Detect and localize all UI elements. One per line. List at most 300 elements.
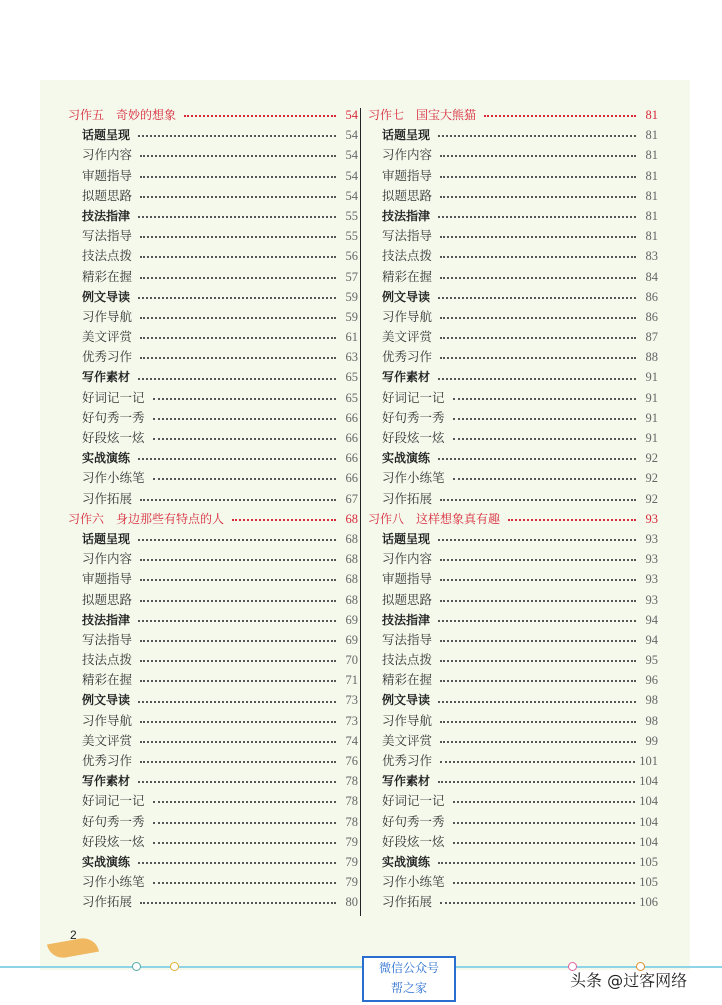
toc-page-number: 54 [345, 148, 358, 163]
dot-leader [138, 539, 336, 541]
toc-page-number: 81 [645, 128, 658, 143]
toc-entry-title: 习作八 这样想象真有趣 [368, 511, 501, 526]
toc-entry-title: 写作素材 [382, 370, 431, 385]
dot-leader [138, 701, 336, 703]
toc-left-column [68, 105, 358, 913]
toc-entry-title: 习作拓展 [382, 894, 433, 910]
dot-leader [438, 539, 636, 541]
toc-entry-row [368, 549, 658, 569]
toc-page-number: 68 [345, 592, 358, 607]
toc-entry-title: 好句秀一秀 [382, 409, 445, 425]
toc-page-number: 63 [345, 350, 358, 365]
toc-entry-row [368, 771, 658, 791]
toc-entry-row [68, 145, 358, 165]
toc-page-number: 81 [645, 188, 658, 203]
toc-page-number: 66 [345, 471, 358, 486]
toc-entry-row [368, 468, 658, 488]
toc-entry-row [368, 832, 658, 852]
toc-page-number: 61 [345, 330, 358, 345]
toc-entry-title: 习作拓展 [82, 894, 133, 910]
dot-leader [440, 761, 635, 763]
toc-entry-title: 好句秀一秀 [82, 409, 145, 425]
toc-entry-row [368, 428, 658, 448]
toc-entry-title: 例文导读 [382, 289, 431, 304]
toc-entry-title: 习作内容 [382, 551, 433, 567]
dot-leader [453, 398, 636, 400]
dot-leader [453, 842, 636, 844]
toc-entry-row [68, 731, 358, 751]
toc-entry-row [68, 670, 358, 690]
toc-entry-title: 实战演练 [82, 451, 131, 466]
toc-page-number: 81 [645, 148, 658, 163]
dot-leader [138, 297, 336, 299]
dot-leader [453, 882, 636, 884]
toc-entry-row [368, 812, 658, 832]
dot-leader [453, 801, 636, 803]
toc-entry-title: 习作六 身边那些有特点的人 [68, 511, 225, 526]
toc-page-number: 66 [345, 410, 358, 425]
toc-entry-title: 好句秀一秀 [382, 813, 445, 829]
toc-entry-title: 实战演练 [382, 451, 431, 466]
toc-page-number: 57 [345, 269, 358, 284]
dot-leader [140, 317, 336, 319]
toc-chapter-row [68, 509, 358, 529]
toc-entry-row [68, 630, 358, 650]
dot-leader [440, 196, 636, 198]
toc-page-number: 104 [639, 794, 658, 809]
dot-decoration-icon [132, 962, 141, 971]
toc-entry-title: 实战演练 [82, 854, 131, 869]
toc-entry-title: 技法点拨 [82, 248, 133, 264]
toc-entry-row [68, 489, 358, 509]
dot-leader [440, 236, 636, 238]
toc-page-number: 69 [345, 632, 358, 647]
toc-page-number: 59 [345, 309, 358, 324]
toc-page-number: 105 [639, 854, 658, 869]
toc-entry-row [368, 186, 658, 206]
toc-entry-title: 精彩在握 [82, 672, 133, 688]
toc-page-number: 104 [639, 774, 658, 789]
dot-leader [140, 660, 336, 662]
toc-entry-row [368, 327, 658, 347]
toc-entry-row [368, 206, 658, 226]
toc-entry-row [368, 287, 658, 307]
toc-entry-title: 技法点拨 [382, 248, 433, 264]
toc-page-number: 93 [645, 592, 658, 607]
toc-page-number: 71 [345, 673, 358, 688]
dot-leader [138, 378, 336, 380]
toc-entry-title: 写法指导 [382, 228, 433, 244]
toc-entry-row [68, 529, 358, 549]
dot-leader [453, 438, 636, 440]
toc-page-number: 91 [645, 410, 658, 425]
dot-leader [138, 620, 336, 622]
toc-entry-row [368, 751, 658, 771]
toc-entry-row [68, 186, 358, 206]
dot-leader [438, 135, 636, 137]
toc-page-number: 98 [645, 713, 658, 728]
toc-entry-row [368, 125, 658, 145]
toc-page-number: 68 [345, 511, 358, 526]
watermark-source: 头条 @过客网络 [570, 971, 688, 990]
dot-leader [440, 579, 636, 581]
dot-leader [140, 236, 336, 238]
toc-page-number: 78 [345, 774, 358, 789]
toc-entry-row [368, 267, 658, 287]
toc-entry-title: 写法指导 [82, 631, 133, 647]
toc-page-number: 87 [645, 330, 658, 345]
toc-entry-title: 好段炫一炫 [382, 833, 445, 849]
toc-entry-row [68, 549, 358, 569]
toc-entry-title: 习作小练笔 [82, 470, 145, 486]
toc-entry-title: 实战演练 [382, 854, 431, 869]
toc-entry-row [68, 125, 358, 145]
toc-entry-row [368, 892, 658, 912]
dot-leader [138, 781, 336, 783]
toc-entry-row [68, 307, 358, 327]
toc-entry-row [368, 226, 658, 246]
toc-entry-row [368, 670, 658, 690]
toc-entry-title: 优秀习作 [82, 753, 133, 768]
toc-page-number: 94 [645, 612, 658, 627]
toc-page-number: 66 [345, 451, 358, 466]
toc-entry-row [68, 408, 358, 428]
toc-page-number: 59 [345, 289, 358, 304]
toc-entry-row [368, 489, 658, 509]
toc-entry-row [68, 832, 358, 852]
toc-page-number: 73 [345, 693, 358, 708]
dot-leader [440, 640, 636, 642]
toc-entry-title: 好词记一记 [382, 793, 445, 809]
toc-entry-title: 习作五 奇妙的想象 [68, 108, 177, 122]
toc-entry-title: 习作内容 [382, 147, 433, 163]
toc-page-number: 54 [345, 108, 358, 122]
dot-leader [438, 620, 636, 622]
toc-page-number: 106 [639, 895, 658, 910]
toc-entry-title: 习作内容 [82, 551, 133, 567]
toc-chapter-row [68, 105, 358, 125]
toc-entry-row [68, 791, 358, 811]
dot-leader [140, 680, 336, 682]
watermark-line1: 微信公众号 [378, 961, 439, 975]
toc-entry-row [368, 388, 658, 408]
toc-entry-row [68, 206, 358, 226]
dot-leader [140, 721, 336, 723]
dot-leader [438, 862, 635, 864]
toc-entry-row [68, 711, 358, 731]
toc-entry-row [68, 610, 358, 630]
dot-leader [438, 458, 636, 460]
dot-leader [153, 842, 336, 844]
toc-entry-row [368, 872, 658, 892]
dot-leader [440, 660, 636, 662]
dot-leader [484, 115, 636, 117]
toc-entry-title: 优秀习作 [382, 349, 433, 365]
toc-entry-title: 习作拓展 [82, 490, 133, 506]
toc-entry-row [68, 267, 358, 287]
toc-entry-title: 写作素材 [382, 774, 431, 789]
dot-leader [438, 297, 636, 299]
toc-entry-title: 拟题思路 [82, 591, 133, 607]
toc-entry-title: 优秀习作 [82, 349, 133, 365]
toc-page-number: 84 [645, 269, 658, 284]
toc-entry-row [68, 852, 358, 872]
dot-leader [140, 337, 336, 339]
toc-page-number: 67 [345, 491, 358, 506]
toc-entry-title: 拟题思路 [382, 187, 433, 203]
dot-leader [140, 277, 336, 279]
toc-page-number: 55 [345, 208, 358, 223]
toc-entry-row [68, 448, 358, 468]
toc-page-number: 104 [639, 814, 658, 829]
toc-entry-title: 例文导读 [382, 693, 431, 708]
dot-leader [453, 478, 636, 480]
page-number: 2 [70, 928, 77, 942]
dot-leader [232, 519, 336, 521]
toc-entry-title: 例文导读 [82, 693, 131, 708]
dot-leader [453, 822, 636, 824]
toc-page-number: 56 [345, 249, 358, 264]
toc-chapter-row [368, 509, 658, 529]
toc-entry-row [368, 690, 658, 710]
toc-entry-title: 审题指导 [382, 571, 433, 587]
toc-entry-row [68, 690, 358, 710]
toc-entry-row [368, 367, 658, 387]
dot-leader [438, 781, 635, 783]
toc-page-number: 78 [345, 814, 358, 829]
toc-page-number: 104 [639, 834, 658, 849]
toc-page-number: 76 [345, 754, 358, 768]
toc-entry-row [368, 448, 658, 468]
toc-page-number: 78 [345, 794, 358, 809]
toc-entry-title: 美文评赏 [382, 732, 433, 748]
toc-entry-row [68, 771, 358, 791]
dot-leader [140, 902, 336, 904]
dot-leader [440, 499, 636, 501]
dot-leader [453, 418, 636, 420]
dot-leader [440, 741, 636, 743]
toc-entry-row [368, 529, 658, 549]
dot-leader [140, 176, 336, 178]
dot-leader [440, 337, 636, 339]
toc-entry-title: 习作小练笔 [382, 470, 445, 486]
dot-leader [138, 862, 336, 864]
toc-entry-title: 好段炫一炫 [82, 430, 145, 445]
toc-entry-row [68, 872, 358, 892]
dot-leader [140, 600, 336, 602]
toc-entry-row [68, 226, 358, 246]
dot-leader [153, 822, 336, 824]
toc-page-number: 86 [645, 289, 658, 304]
toc-entry-row [68, 751, 358, 771]
toc-page-number: 73 [345, 713, 358, 728]
dot-leader [140, 640, 336, 642]
toc-page-number: 68 [345, 531, 358, 546]
dot-leader [140, 499, 336, 501]
toc-entry-row [368, 711, 658, 731]
toc-entry-row [68, 367, 358, 387]
toc-page-number: 54 [345, 168, 358, 183]
dot-leader [440, 277, 636, 279]
toc-entry-row [368, 852, 658, 872]
watermark-line2: 帮之家 [390, 981, 427, 995]
toc-page-number: 92 [645, 451, 658, 466]
toc-entry-title: 习作内容 [82, 147, 133, 163]
toc-entry-title: 习作导航 [382, 308, 433, 324]
toc-entry-title: 写作素材 [82, 370, 131, 385]
toc-entry-title: 习作小练笔 [82, 874, 145, 890]
toc-entry-row [68, 569, 358, 589]
dot-leader [440, 317, 636, 319]
dot-leader [440, 600, 636, 602]
toc-entry-title: 技法指津 [382, 208, 431, 223]
toc-entry-title: 美文评赏 [82, 329, 133, 345]
column-divider [360, 108, 361, 916]
toc-page-number: 83 [645, 249, 658, 264]
toc-entry-row [368, 630, 658, 650]
dot-leader [440, 902, 635, 904]
dot-leader [153, 478, 336, 480]
toc-entry-row [368, 731, 658, 751]
dot-leader [140, 741, 336, 743]
dot-leader [440, 256, 636, 258]
toc-entry-title: 技法点拨 [382, 652, 433, 668]
toc-page-number: 101 [639, 754, 658, 768]
toc-entry-title: 优秀习作 [382, 753, 433, 768]
toc-page-number: 81 [645, 208, 658, 223]
dot-leader [440, 357, 636, 359]
toc-entry-title: 习作导航 [382, 712, 433, 728]
toc-page-number: 68 [345, 572, 358, 587]
toc-page-number: 93 [645, 572, 658, 587]
dot-leader [508, 519, 636, 521]
toc-page-number: 91 [645, 370, 658, 385]
toc-entry-row [68, 650, 358, 670]
toc-page-number: 86 [645, 309, 658, 324]
toc-entry-row [68, 590, 358, 610]
toc-entry-row [368, 347, 658, 367]
toc-entry-title: 精彩在握 [382, 672, 433, 688]
toc-entry-title: 话题呈现 [82, 531, 131, 546]
toc-page-number: 79 [345, 875, 358, 890]
dot-leader [140, 256, 336, 258]
toc-entry-row [68, 388, 358, 408]
toc-entry-row [68, 428, 358, 448]
dot-leader [153, 801, 336, 803]
toc-entry-title: 写作素材 [82, 774, 131, 789]
dot-leader [440, 559, 636, 561]
toc-entry-row [368, 166, 658, 186]
toc-page-number: 70 [345, 653, 358, 668]
toc-page-number: 96 [645, 673, 658, 688]
dot-leader [153, 438, 336, 440]
dot-leader [153, 398, 336, 400]
toc-page-number: 65 [345, 390, 358, 405]
toc-entry-title: 好词记一记 [82, 793, 145, 809]
toc-page-number: 66 [345, 431, 358, 445]
dot-leader [153, 882, 336, 884]
toc-entry-title: 话题呈现 [382, 531, 431, 546]
toc-page-number: 80 [345, 895, 358, 910]
toc-entry-row [68, 166, 358, 186]
toc-entry-row [68, 347, 358, 367]
dot-leader [440, 176, 636, 178]
toc-page-number: 69 [345, 612, 358, 627]
toc-entry-title: 美文评赏 [82, 732, 133, 748]
toc-entry-row [368, 650, 658, 670]
dot-leader [140, 559, 336, 561]
toc-page-number: 91 [645, 431, 658, 445]
toc-entry-title: 审题指导 [82, 167, 133, 183]
toc-page-number: 93 [645, 531, 658, 546]
toc-entry-row [68, 327, 358, 347]
dot-leader [138, 216, 336, 218]
toc-entry-title: 习作七 国宝大熊猫 [368, 108, 477, 122]
toc-entry-title: 好句秀一秀 [82, 813, 145, 829]
toc-page-number: 93 [645, 552, 658, 567]
toc-entry-title: 例文导读 [82, 289, 131, 304]
toc-page-number: 81 [645, 168, 658, 183]
toc-entry-title: 美文评赏 [382, 329, 433, 345]
toc-entry-title: 精彩在握 [82, 268, 133, 284]
toc-page-number: 93 [645, 511, 658, 526]
dot-leader [438, 216, 636, 218]
toc-entry-title: 习作拓展 [382, 490, 433, 506]
toc-page-number: 79 [345, 854, 358, 869]
toc-entry-row [368, 145, 658, 165]
toc-entry-row [68, 468, 358, 488]
dot-leader [440, 155, 636, 157]
toc-page-number: 54 [345, 188, 358, 203]
toc-page-number: 92 [645, 491, 658, 506]
dot-leader [184, 115, 336, 117]
toc-page-number: 99 [645, 733, 658, 748]
toc-entry-row [368, 569, 658, 589]
toc-entry-row [68, 287, 358, 307]
toc-page-number: 94 [645, 632, 658, 647]
toc-entry-row [368, 408, 658, 428]
toc-page-number: 55 [345, 229, 358, 244]
toc-page-number: 54 [345, 128, 358, 143]
toc-page-number: 105 [639, 875, 658, 890]
toc-page-number: 91 [645, 390, 658, 405]
toc-entry-title: 拟题思路 [82, 187, 133, 203]
toc-page-number: 74 [345, 733, 358, 748]
dot-leader [140, 357, 336, 359]
toc-entry-title: 写法指导 [82, 228, 133, 244]
dot-leader [138, 458, 336, 460]
toc-page-number: 95 [645, 653, 658, 668]
toc-entry-title: 技法指津 [82, 208, 131, 223]
toc-entry-row [368, 590, 658, 610]
toc-page-number: 65 [345, 370, 358, 385]
toc-page-number: 92 [645, 471, 658, 486]
dot-leader [153, 418, 336, 420]
dot-leader [138, 135, 336, 137]
toc-right-column [368, 105, 658, 913]
toc-entry-title: 习作小练笔 [382, 874, 445, 890]
toc-entry-title: 审题指导 [382, 167, 433, 183]
toc-entry-row [368, 610, 658, 630]
toc-entry-title: 话题呈现 [82, 128, 131, 143]
toc-page-number: 98 [645, 693, 658, 708]
toc-page-number: 79 [345, 834, 358, 849]
toc-entry-title: 好词记一记 [382, 389, 445, 405]
toc-entry-title: 习作导航 [82, 308, 133, 324]
toc-entry-title: 话题呈现 [382, 128, 431, 143]
toc-page-number: 88 [645, 350, 658, 365]
toc-page-number: 68 [345, 552, 358, 567]
